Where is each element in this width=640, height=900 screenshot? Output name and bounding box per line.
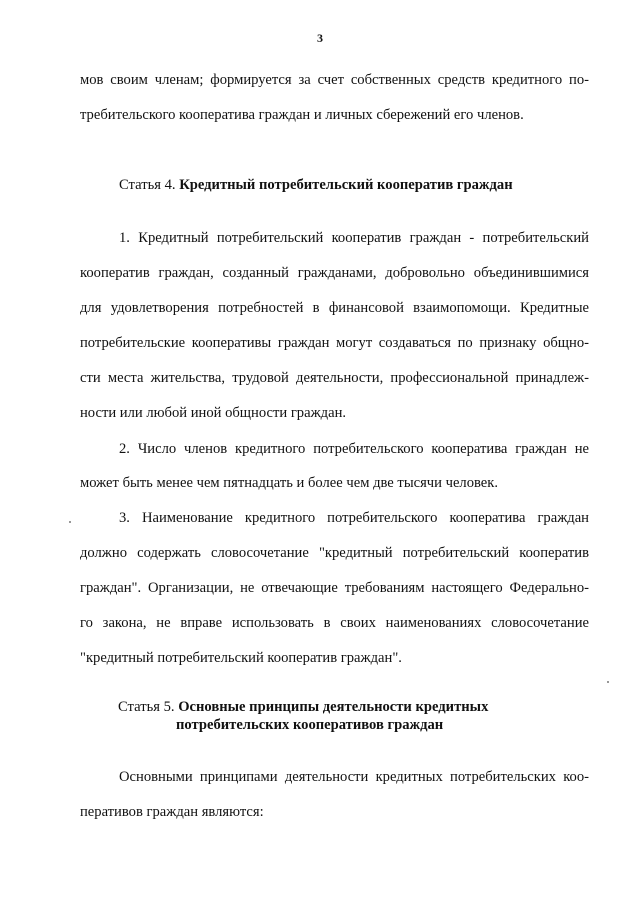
article-5-heading-line2 <box>176 716 443 734</box>
para1-line: потребительские кооперативы граждан могут создаваться по признаку общно- <box>80 335 589 351</box>
body-line: мов своим членам; формируется за счет собственных средств кредитного по- <box>80 72 589 88</box>
article-5-heading <box>118 698 488 716</box>
para3-line: 3. Наименование кредитного потребительского кооператива граждан <box>119 510 589 526</box>
article-4-heading <box>119 176 513 194</box>
body-line: требительского кооператива граждан и личных сбережений его членов. <box>80 107 524 123</box>
para1-line: сти места жительства, трудовой деятельности, профессиональной принадлеж- <box>80 370 589 386</box>
para3-line: граждан". Организации, не отвечающие требованиям настоящего Федерально- <box>80 580 589 596</box>
para3-line: должно содержать словосочетание "кредитный потребительский кооператив <box>80 545 589 561</box>
article-4-prefix: Статья 4. <box>119 177 180 193</box>
article-5-prefix: Статья 5. <box>118 699 179 715</box>
page-number: 3 <box>317 31 323 45</box>
scan-speck <box>607 681 609 683</box>
para1-line: 1. Кредитный потребительский кооператив граждан - потребительский <box>119 230 589 246</box>
para4-line: перативов граждан являются: <box>80 804 264 820</box>
para3-line: го закона, не вправе использовать в своих наименованиях словосочетание <box>80 615 589 631</box>
scan-speck <box>69 521 71 523</box>
para1-line: кооператив граждан, созданный гражданами, добровольно объединившимися <box>80 265 589 281</box>
article-4-title: Кредитный потребительский кооператив граждан <box>179 177 513 193</box>
para2-line: 2. Число членов кредитного потребительского кооператива граждан не <box>119 441 589 457</box>
article-5-title-line2: потребительских кооперативов граждан <box>176 717 444 733</box>
article-5-title-line1: Основные принципы деятельности кредитных <box>178 699 489 715</box>
para2-line: может быть менее чем пятнадцать и более чем две тысячи человек. <box>80 475 499 491</box>
para4-line: Основными принципами деятельности кредитных потребительских коо- <box>119 769 589 785</box>
para3-line: "кредитный потребительский кооператив граждан". <box>80 650 402 666</box>
para1-line: для удовлетворения потребностей в финансовой взаимопомощи. Кредитные <box>80 300 589 316</box>
para1-line: ности или любой иной общности граждан. <box>80 405 347 421</box>
